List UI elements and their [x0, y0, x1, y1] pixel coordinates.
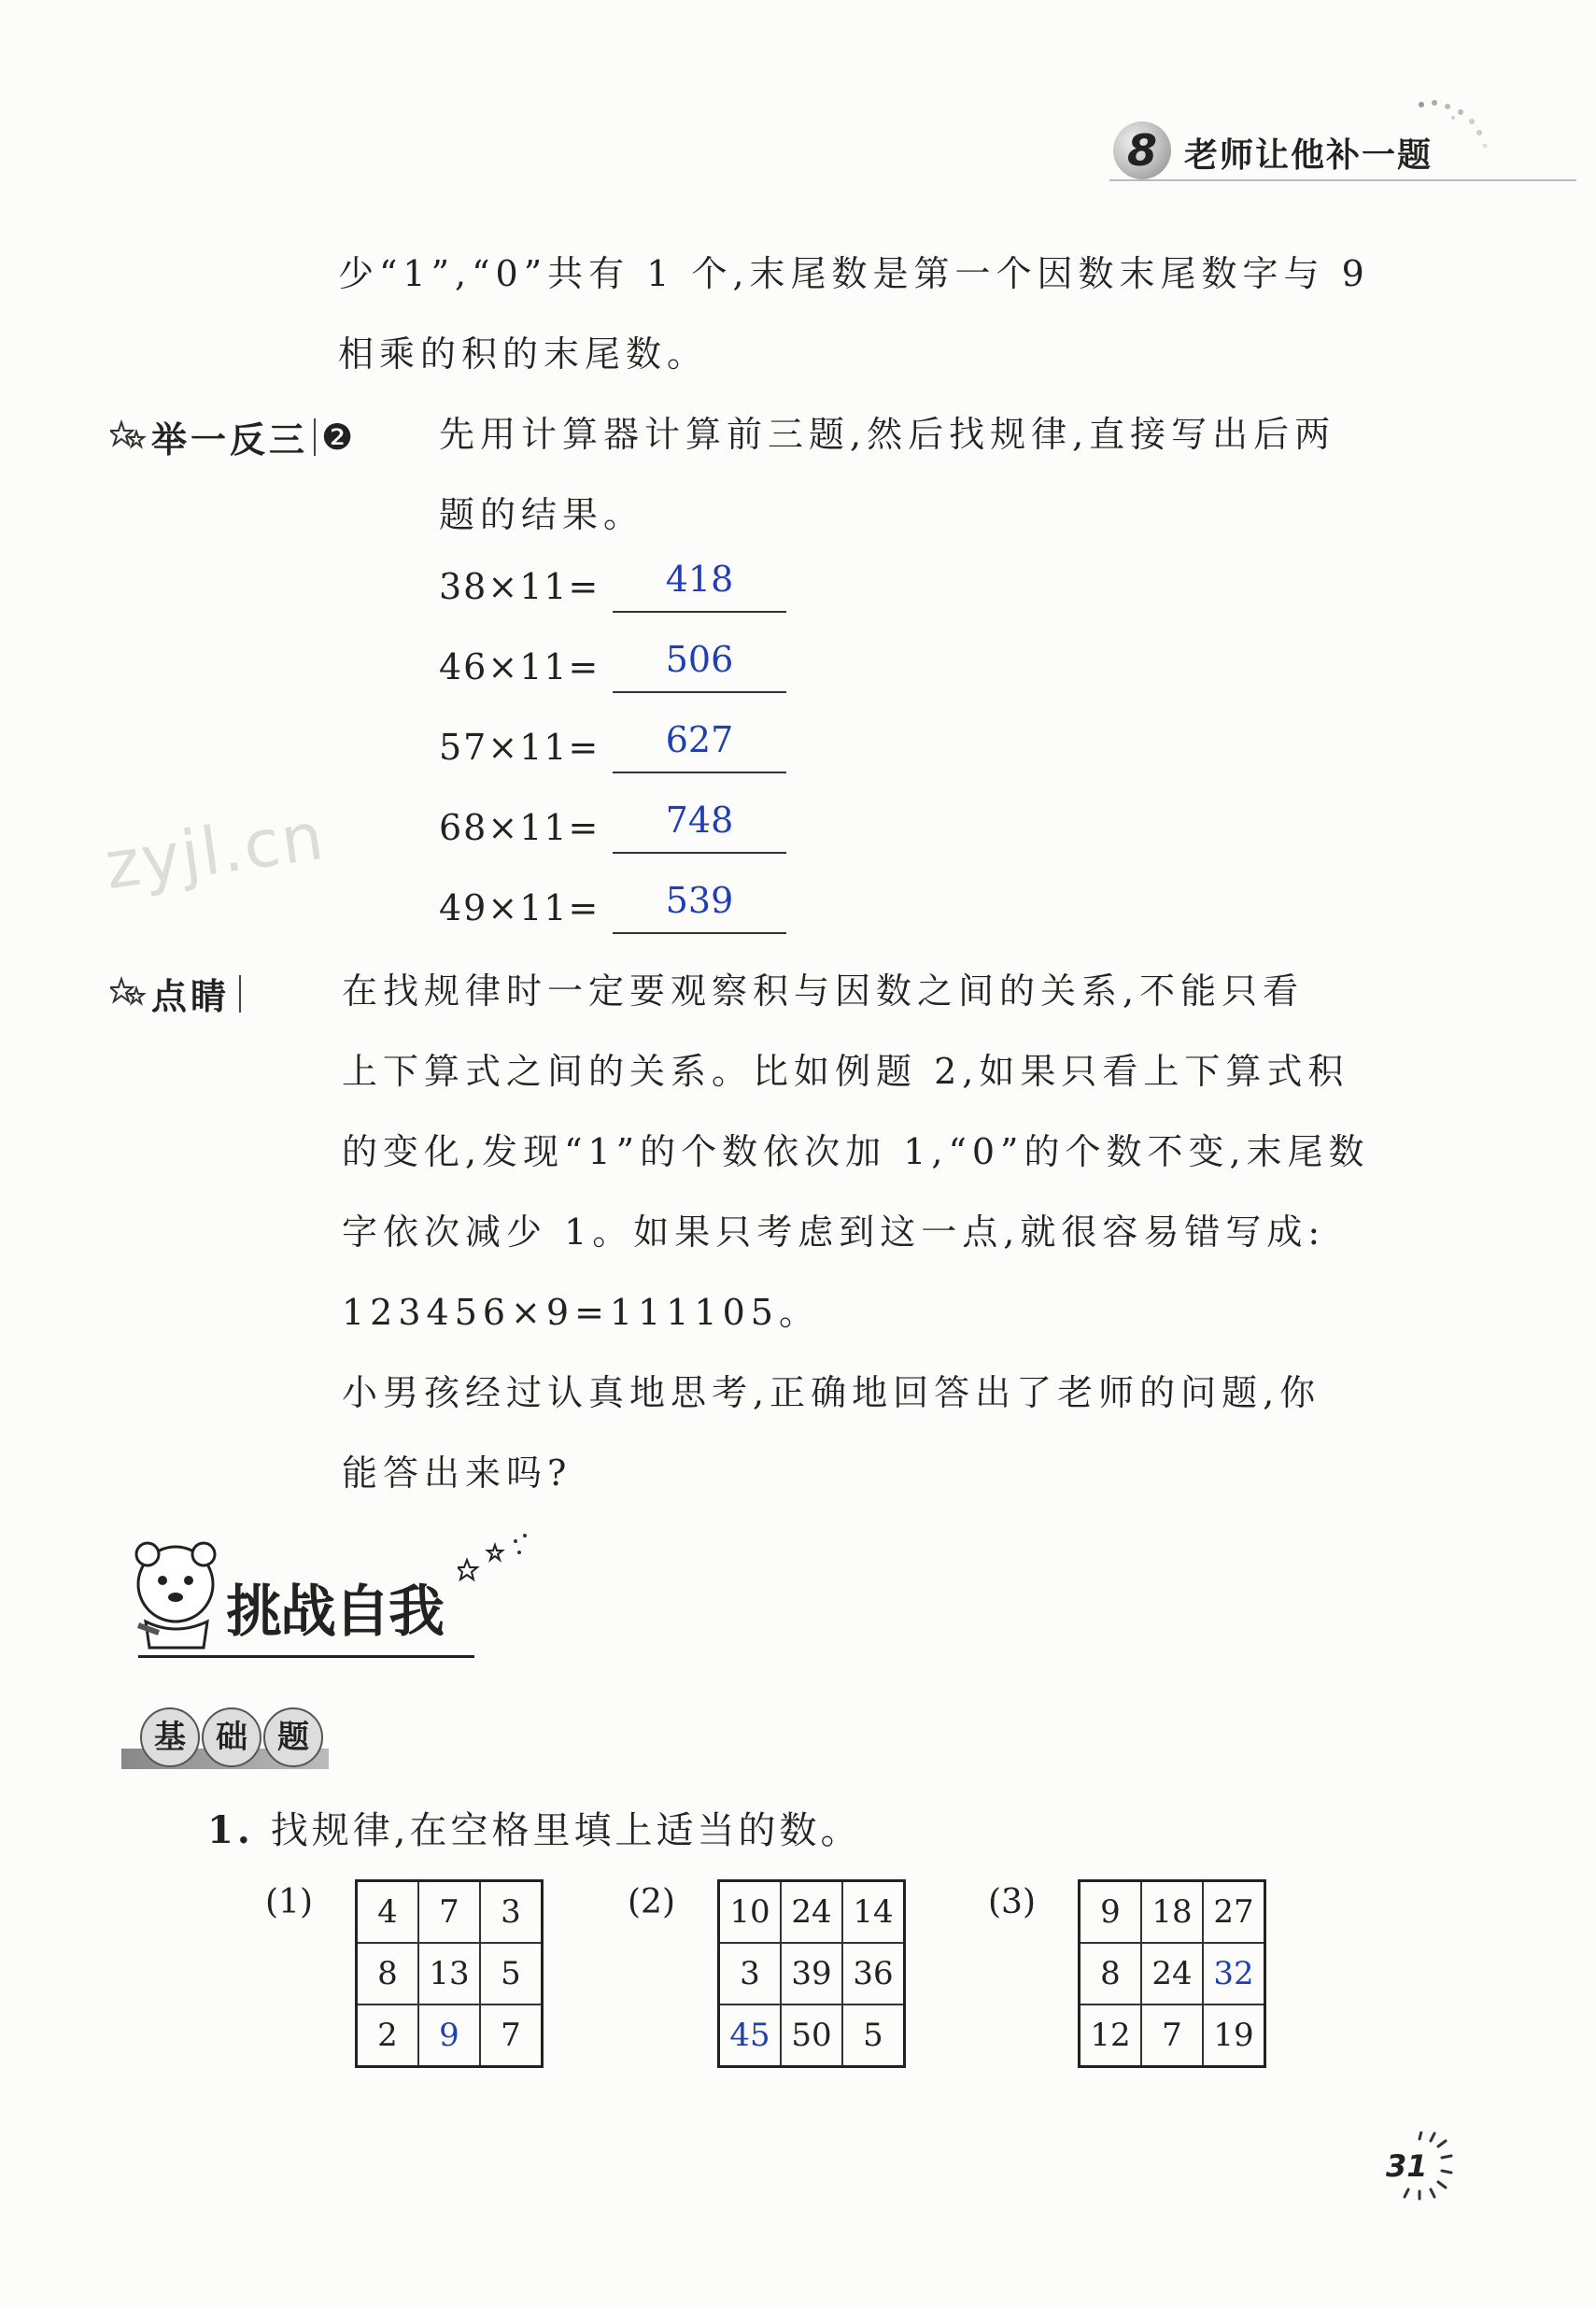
grid-cell: 24: [1141, 1943, 1203, 2004]
chapter-number-badge: 8: [1113, 121, 1171, 179]
grid-cell-answer: 32: [1203, 1943, 1265, 2004]
grid-cell-answer: 45: [719, 2004, 782, 2067]
practice-line-1: 先用计算器计算前三题,然后找规律,直接写出后两: [439, 414, 1336, 455]
grid-label: (2): [628, 1883, 675, 1921]
grid-label: (3): [988, 1883, 1036, 1921]
grid-cell: 4: [357, 1881, 419, 1944]
practice-line-2: 题的结果。: [439, 494, 645, 535]
equation-expression: 49×11=: [439, 887, 600, 928]
answer-blank-line: [613, 932, 786, 934]
answer-blank-line: [613, 772, 786, 773]
grid-cell: 10: [719, 1881, 782, 1944]
badge-char: 基: [140, 1707, 200, 1767]
bear-mascot-icon: [121, 1532, 233, 1653]
question-text: 找规律,在空格里填上适当的数。: [270, 1809, 862, 1852]
tip-line: 字依次减少 1。如果只考虑到这一点,就很容易错写成:: [342, 1211, 1326, 1253]
challenge-underline: [138, 1655, 474, 1658]
grid-cell: 5: [842, 2004, 905, 2067]
equation-answer: 418: [665, 559, 734, 600]
practice-label-group: [110, 411, 353, 462]
basic-section-badge: [121, 1707, 329, 1769]
grid-cell: 3: [480, 1881, 543, 1944]
grid-cell: 8: [357, 1943, 419, 2004]
grid-cell: 7: [418, 1881, 480, 1944]
number-grid: [355, 1879, 544, 2068]
badge-char: 础: [202, 1707, 261, 1767]
intro-line-1: 少“1”,“0”共有 1 个,末尾数是第一个因数末尾数字与 9: [338, 253, 1370, 294]
grid-cell: 50: [781, 2004, 842, 2067]
equation-expression: 46×11=: [439, 646, 600, 687]
chapter-title: 老师让他补一题: [1184, 136, 1434, 175]
equation-expression: 57×11=: [439, 727, 600, 768]
grid-cell: 7: [1141, 2004, 1203, 2067]
equation-answer: 539: [665, 880, 734, 921]
grid-cell: 18: [1141, 1881, 1203, 1944]
grid-cell: 12: [1080, 2004, 1142, 2067]
stars-icon: [458, 1532, 542, 1588]
grid-cell: 8: [1080, 1943, 1142, 2004]
question-1: [207, 1801, 861, 1854]
tip-line: 能答出来吗?: [342, 1452, 572, 1494]
grid-cell: 19: [1203, 2004, 1265, 2067]
grid-cell: 36: [842, 1943, 905, 2004]
page-number-rays-icon: [1373, 2132, 1457, 2216]
grid-cell: 5: [480, 1943, 543, 2004]
number-grid: [1078, 1879, 1266, 2068]
grid-cell-answer: 9: [418, 2004, 480, 2067]
intro-line-2: 相乘的积的末尾数。: [338, 333, 709, 375]
watermark: zyjl.cn: [100, 797, 330, 905]
equation-answer: 506: [665, 639, 734, 680]
star-icon: [110, 418, 151, 456]
answer-blank-line: [613, 691, 786, 693]
tip-line: 上下算式之间的关系。比如例题 2,如果只看上下算式积: [342, 1051, 1349, 1092]
tip-line: 小男孩经过认真地思考,正确地回答出了老师的问题,你: [342, 1372, 1321, 1413]
tip-line: 123456×9=111105。: [342, 1292, 820, 1333]
star-icon: [110, 975, 151, 1013]
equation-answer: 627: [665, 719, 734, 760]
tip-label-group: [110, 968, 241, 1019]
grid-cell: 2: [357, 2004, 419, 2067]
grid-cell: 27: [1203, 1881, 1265, 1944]
answer-blank-line: [613, 611, 786, 613]
equation-expression: 38×11=: [439, 566, 600, 607]
tip-label: 点睛: [151, 976, 231, 1017]
grid-cell: 14: [842, 1881, 905, 1944]
equation-answer: 748: [665, 800, 734, 841]
badge-char: 题: [263, 1707, 323, 1767]
page-number: 31: [1386, 2148, 1428, 2184]
challenge-title: 挑战自我: [226, 1579, 443, 1645]
grid-cell: 13: [418, 1943, 480, 2004]
grid-cell: 7: [480, 2004, 543, 2067]
grid-cell: 24: [781, 1881, 842, 1944]
tip-line: 在找规律时一定要观察积与因数之间的关系,不能只看: [342, 970, 1305, 1012]
question-number: 1.: [207, 1808, 254, 1852]
grid-cell: 39: [781, 1943, 842, 2004]
tip-paragraph: [342, 951, 1370, 1513]
grid-label: (1): [265, 1883, 313, 1921]
answer-blank-line: [613, 852, 786, 854]
challenge-banner: [121, 1532, 476, 1672]
label-divider: [239, 975, 241, 1013]
grid-cell: 9: [1080, 1881, 1142, 1944]
number-grid: [717, 1879, 906, 2068]
practice-label: 举一反三: [151, 419, 309, 460]
practice-badge: ❷: [321, 416, 354, 458]
header-divider: [1109, 179, 1576, 181]
tip-line: 的变化,发现“1”的个数依次加 1,“0”的个数不变,末尾数: [342, 1131, 1370, 1172]
equation-expression: 68×11=: [439, 807, 600, 848]
label-divider: [314, 418, 316, 456]
grid-cell: 3: [719, 1943, 782, 2004]
